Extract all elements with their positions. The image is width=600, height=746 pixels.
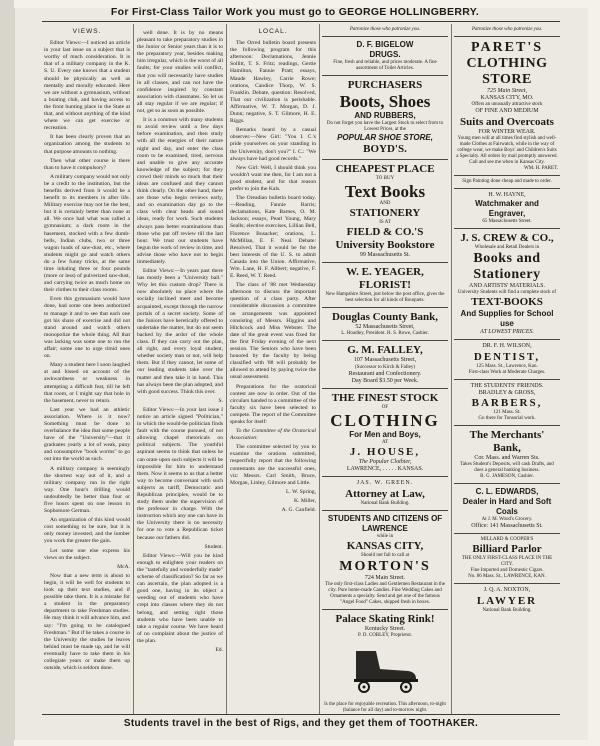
j-house: J. HOUSE, [349,446,421,459]
article-paragraph: Editor Views:—In years past there has mostly been a "University ball." Why let this custom drop? There is now absolutely no place where the socially inclined meet and become acquainted, except through the narrow portals of a secret society. Some of the Juniors have heretically offered to undertake the matter, but do not seem backed by the ardor of the whole class. If they can carry out the plan, all right, and every loyal student, whether society man or not, will help them. But if they cannot, let some of our leading students take over the matter and then take it in hand. This has always been the plan adopted, and with good success. Think this over. [137,268,223,395]
dentist-name: DR. F. H. WILSON, [482,343,532,350]
kansas-city: KANSAS CITY, [346,539,424,552]
text-books: TEXT-BOOKS [471,296,543,309]
popular-clothier: The Popular Clothier, [358,459,412,466]
noxton-building: National Bank Building. [482,607,532,613]
edwards-ad [454,484,560,534]
article-paragraph: well done. It is by no means pleasant to take preparatory studies in the Junior or Senior years than it is to the preparatory year, besides making him irregular, which is the worst of all faults; for your studies will conflict, that you will necessarily have studies in all classes, and can not have the confidence inspired by constant association with classmates. So let us all stay regular if we are regular; if not, get so as soon as possible. [137,30,223,115]
signature: Student. [204,543,223,550]
article-paragraph: An organization of this kind would cost something to be sure, but it is only money invested, and the lumber you work the greater the gain. [44,517,130,545]
merchants-cashier: R. G. JAMESON, Cashier. [480,474,534,480]
rink-note: Is the place for enjoyable recreation. This afternoon, to-night (balance for all day) and to-morrow night. [324,702,446,714]
lawrence-kansas: LAWRENCE, . . . . . KANSAS. [346,466,424,473]
cigars-address: No. 86 Mass. St., LAWRENCE, KAN. [468,574,546,580]
page-edge [0,0,14,746]
article-paragraph: Even this gymnasium would have done, had some one been authorized to manage it and to see that each one got his share of exercise and did not stand around and watch others monopolize the whole thing. All that was lacking was some one to run the affair; some one to urge timid ones on. [44,296,130,360]
billiard-parlor: Billiard Parlor [472,543,542,556]
supplies: And Supplies for School use [460,309,554,329]
article-paragraph: Last year we had an athletic association. Where is it now? Something must be done to overbalance the idea that some people have of the "University"—that it graduates yearly a lot of weak, puny and consumptive "book worms" to go out into the world as such. [44,406,130,463]
boyds-ad [322,76,448,160]
clothing: CLOTHING [330,411,440,431]
article-paragraph: To the Committee of the Oratorical Association: [230,428,316,442]
local-column [230,24,316,714]
merchants-bank-ad [454,426,560,484]
article-paragraph: It has been clearly proven that an organization among the students to that purpose amounts to nothing. [44,134,130,155]
field-address: 99 Massachusetts St. [359,252,411,258]
article-paragraph: Many a student here I soon laughed at and hissed on account of the awkwardness or weakness in attempting a difficult feat, till he left that room, or I might say that hole in the basement, never to return. [44,362,130,404]
winter-wear: FOR WINTER WEAR. [478,128,536,135]
bank-address: 52 Massachusetts Street, [355,324,415,331]
bank-officers: L. Hoadley, President. H. S. Rowe, Cashier. [341,331,429,337]
column-divider [451,24,452,714]
views-heading: VIEWS. [72,28,102,35]
is-at: IS AT [379,220,391,225]
while-in: while in [376,533,394,539]
article-paragraph: New Girl: Well, I should think you wouldn't want me then, for I am not a good student, and for that reason prefer to join the Kals. [230,164,316,192]
signature: McA. [117,563,130,570]
stationery: STATIONERY [349,207,421,219]
at: AT [381,440,389,446]
article-paragraph: A military company would not only be a credit to the institution, but the benefits derived from it would be a benefit to its members in after life. Military exercise may not be the best, but it is certainly better than none at all. We once had what was called a gymnasium; a dark room in the basement, stocked with a few dumb-bells, Indian clubs, two or three wagon loads of saw-dust, etc., where students might go and watch others do a few funny tricks, at the same time inhaling three or four pounds (more or less) of pulverized saw-dust, and carrying twice as much home on their clothes to their class rooms. [44,173,130,294]
article-paragraph: It is a common with many students to avoid review until a few days before examination, and then study with all the energies of their nature night and day, and enter the class room to be examined, tired, nervous and unable to give any accurate knowledge of the subject; for they crowd their minds so much that their ideas are confused and they cannot think clearly. On the other hand, there are those who begin reviews early, and on examination day go to the class with clear heads and sound ideas, ready for work. Such students always pass better examinations than those who put off review till the last hour. We trust our students have begun the work of review in time, and advise those who have not to begin immediately. [137,117,223,265]
signer: A. G. Canfield. [281,507,316,513]
signer: K. Miller, [294,497,316,504]
billiard-note: THE ONLY FIRST-CLASS PLACE IN THE CITY. [461,556,553,568]
dealer-office: Office: 141 Massachusetts St. [471,523,543,530]
yeager-note: New Hampshire Street, just below the post office, gives the best selection for all kinds of Bouquets. [325,292,445,304]
dealer-sub: At J. M. Wood's Grocery. [481,517,533,523]
rubbers: AND RUBBERS, [354,111,416,120]
fine-medium: OF FINE AND MEDIUM [475,108,539,115]
barbers-note: Go there for Tonsorial work. [478,416,536,422]
rink-proprietor: P. D. COBLEY, Proprietor. [358,633,412,639]
bigelow-note: Fine, fresh and reliable, and prices moderate. A fine assortment of Toilet Articles. [333,60,437,71]
hayne-ad [454,189,560,229]
article-paragraph: The class of '88 met Wednesday afternoon to discuss the important question of a class party. After considerable discussion a committee on arrangements was appointed consisting of Messrs. Higgins and Hitchcock and Miss Webster. The date of the great event was fixed for the first Friday evening of the next session. The Seniors who have been honored by the faculty by being classified with '88 will probably be allowed to attend by paying twice the usual assessment. [230,282,316,381]
mortons-ad [322,511,448,610]
artists-materials: AND ARTISTS' MATERIALS. [469,283,545,290]
crew-name: J. S. CREW & CO., [460,232,554,245]
ads-column-2 [454,24,560,714]
article-paragraph: Now that a new term is about to begin, it will be well for students to look up their text studies, and if possible take them. It is a mistake for a student in the preparatory department to take Freshman studies. He may think it will advance him, and say: "I'm going to be catalogued Freshman." But if he takes a course in the University the studies he leaves behind must be made up, and he will eventually have to take them in his collegiate years or make them up outside, which is seldom done. [44,572,130,672]
article-paragraph: A military company is seemingly the shortest way out of it, and a military company run in the right way. One hour's drilling would undoubtedly be better than four or five hours spent on one lesson in Sophomore German. [44,465,130,515]
noxton-ad [454,584,560,616]
boots-note: Do not forget you have the Largest Stock to select from to Lowest Prices, at the [326,121,444,132]
barbers: BARBERS, [471,397,543,410]
falley-address: 107 Massachusetts Street, [353,357,417,364]
article-paragraph: Preparations for the oratorical contest are now in order. Out of the circulars handed to a committee of the faculty six have been selected to compete. The report of the Committee speaks for itself: [230,383,316,425]
bank-name: Douglas County Bank, [331,311,439,324]
top-rule [42,21,560,22]
crew-ad [454,229,560,340]
bigelow-name: D. F. BIGELOW [356,40,414,49]
sign-painting-notice: Sign Painting done cheap and made to order. [454,176,560,189]
suits-overcoats: Suits and Overcoats [460,115,554,128]
men-boys: For Men and Boys, [349,430,421,440]
views-column-1 [44,24,130,714]
article-paragraph: Editor Views:—Will you be kind enough to enlighten your readers on the "tastefully and wonderfully made" scheme of classification? So far as we can ascertain, the plan adopted is a good one, having in its object a weeding out of students who have crept into classes where they do not belong, and setting right those students who have been unable to take a regular course. We have heard of no complaint about the justice of the plan. [137,552,223,644]
text-books: Text Books [344,182,426,201]
mortons-note: The only first-class Ladies and Gentlemen Restaurant in the city. Pure home-made Candies. Fine Wedding Cakes and Ornaments a specialty. Send and get one of the famous "Angel Food" Cakes, shipped fresh in boxes. [325,581,445,605]
column-divider [226,24,227,714]
roller-skate-icon [346,643,424,695]
article-paragraph: Editor Views:—I noticed an article in your last issue on a subject that is worthy of much consideration. It is that of a military company in the K. S. U. Every one knows that a student should be physically as well as mentally and morally educated. Here we are without a gymnasium, without a boating club, and having access to the front hunting place in the State at that, and without anything of the kind where we can get exercise or recreation. [44,40,130,132]
falley-ad [322,341,448,389]
signature: S. [218,397,223,404]
signature: Ed. [215,646,223,653]
dentist-ad [454,340,560,379]
paret-signature: WM. H. PARET. [523,165,558,171]
green-name: JAS. W. GREEN. [356,480,414,487]
of: OF [381,405,389,411]
paret-address: 725 Main Street, [487,88,527,94]
bradley-gross: BRADLEY & GROSS, [478,389,536,396]
billiard-ad [454,534,560,584]
university-bookstore: University Bookstore [335,239,435,251]
patronize-notice: Patronize those who patronize you. [454,24,560,37]
and: AND [379,201,391,206]
article-paragraph: The committee selected by you to examine the orations submitted, respectfully report that the following contestants are the successful ones, viz: Messrs. Carl Smith, Bruce, Morgan, Linley, Gilmore and Little. [230,444,316,486]
students-citizens: STUDENTS AND CITIZENS OF LAWRENCE [327,513,443,533]
falley-board: Day Board $3.50 per Week. [351,377,419,384]
field-ad [322,160,448,263]
watchmaker: Watchmaker and Engraver, [475,199,539,219]
purchasers: PURCHASERS [347,79,423,91]
patronize-notice: Patronize those who patronize you. [322,24,448,37]
rink-title: Palace Skating Rink! [335,612,435,625]
to-buy: TO BUY [375,176,395,181]
green-building: National Bank Building. [360,500,410,506]
millard-cooper: MILLARD & COOPER'S [480,537,534,543]
dentist-note: First-class Work at Moderate Charges. [468,369,546,375]
falley-name: G. M. FALLEY, [347,344,423,357]
boots-shoes: Boots, Shoes [339,92,431,111]
lawyer: LAWYER [476,594,538,607]
column-divider [319,24,320,714]
article-paragraph: Editor Views:—In your last issue I notice an article signed "Politician," in which the would-be politician finds fault with the course pursued, of not allowing chapel rhetoricals on political subjects. The youthful aspirant seems to think that unless he can orate upon such subjects it will be impossible for him to understand them. Now it seems to us that a better way to become conversant with such subjects as tariff, Democratic and Republican principles, would be to study them under the supervision of the professor in charge. With the instruction which any one can have in the University there is no necessity for one to vote a Republican ticket because our fathers did. [137,406,223,541]
dentist-title: DENTIST, [473,350,541,363]
signer: L. W. Spring, [286,488,316,495]
merchants-bank: The Merchants' Bank, [469,429,545,455]
edwards-name: C. L. EDWARDS, [475,487,539,497]
article-paragraph: Then what other course is there than to have it compulsory? [44,157,130,171]
paret-ad [454,37,560,176]
yeager-name: W. E. YEAGER, [346,266,424,279]
clothing-store: CLOTHING STORE [466,56,548,87]
article-paragraph: The Oreadian bulletin board today.—Reading, Fannie Barris; declamations, Kate Barnes, O. M. Jackson; essays, Pearl Young, Mary Sealls; elective exercises, Lillian Bell, Florence Busacker; orations, L. McMillan, E. F. Neal. Debate: Resolved, That it would be for the best interests of the U. S. to admit Canada into the Union. Affirmative, Wm. Lane, H. F. Allbert; negative, F. E. Reed, W. T. Reed. [230,195,316,280]
coal-dealer: Dealer in Hard and Soft Coals [462,497,552,517]
bottom-rule [42,714,560,715]
rink-address: Kentucky Street. [364,625,406,632]
barbers-address: 121 Mass. St. [493,410,521,416]
bottom-banner: Students travel in the best of Rigs, and they get them of TOOTHAKER. [123,718,479,729]
books-stationery: Books and Stationery [473,251,541,283]
paret-name: PARET'S [470,40,544,55]
falley-sub: (Successor to Kirch & Falley) [355,364,415,370]
boyds: BOYD'S. [363,143,407,155]
hayne-name: H. W. HAYNE, [488,191,526,198]
merchants-note: Takes Student's Deposits, will cash Drafts, and does a general banking business. [460,462,554,474]
article-paragraph: Let some one else express his views on the subject. [44,547,130,561]
merchants-address: Cor. Mass. and Warren Sts. [474,455,540,462]
hayne-address: 65 Massachusetts Street. [482,219,532,225]
paret-city: KANSAS CITY, MO. [480,95,534,102]
mortons: MORTON'S [339,558,431,574]
ads-column-1 [322,24,448,714]
barbers-ad [454,380,560,426]
paret-note: Young men will at all times find stylish and well-made Clothes at Fairwatch, while in the way of college wear, we make Boys' and Children's Suits a Specialty. All orders by mail promptly answered. Call and see me when in Kansas City. [456,135,558,165]
article-paragraph: Remarks heard by a casual observer.—New Girl: "You I. C.'s pride yourselves on your standing in the University, don't you?" I. C.: "We always have had good records." [230,127,316,162]
popular-shoe-store: POPULAR SHOE STORE, [337,133,433,142]
attorney: Attorney at Law, [345,487,425,500]
cigars: Fine Imported and Domestic Cigars. [470,568,544,574]
students-friends: THE STUDENTS' FRIENDS. [470,382,544,389]
top-banner: For First-Class Tailor Work you must go to GEORGE HOLLINGBERRY. [110,6,480,18]
green-ad [322,477,448,510]
paret-offers: Offers an unusually attractive stock [471,102,543,108]
douglas-county-bank-ad [322,308,448,341]
house-clothing-ad [322,389,448,477]
falley-line: Restaurant and Confectionery. [348,370,422,377]
column-divider [133,24,134,714]
mortons-address: 724 Main Street. [364,574,406,581]
article-paragraph: The Orred bulletin board presents the following program for this afternoon: Declamations, Jennie Sollitt, T. S. Fritz; readings, Gertie Hamilton, Fannie Pratt; essays, Maude Hawley, Carrie Rowe; orations, Candice Thorp, W. S. Franklin. Debate, question: Resolved, That our civilization is perishable. Affirmative, W. T. Morgan, D. J. Dunn; negative, S. T. Gilmore, H. E. Riggs. [230,40,316,125]
skating-rink-ad [322,610,448,714]
call-at: Should not fail to call at [360,552,410,558]
bigelow-sub: DRUGS. [369,50,401,59]
florist: FLORIST! [359,279,411,292]
noxton-name: J. Q. A. NOXTON, [483,587,531,594]
local-heading: LOCAL. [258,28,288,35]
cheapest-place: CHEAPEST PLACE [335,163,435,175]
field-co: FIELD & CO.'S [346,226,424,238]
crew-sub: Wholesale and Retail Dealers in [474,245,540,251]
bigelow-ad [322,37,448,76]
views-column-2 [137,30,223,720]
dentist-address: 125 Mass. St., Lawrence, Kan. [476,363,538,369]
crew-note: University Students will find a complete stock of [457,290,557,296]
lowest-prices: AT LOWEST PRICES. [480,329,534,336]
finest-stock: THE FINEST STOCK [331,392,439,405]
yeager-ad [322,263,448,308]
